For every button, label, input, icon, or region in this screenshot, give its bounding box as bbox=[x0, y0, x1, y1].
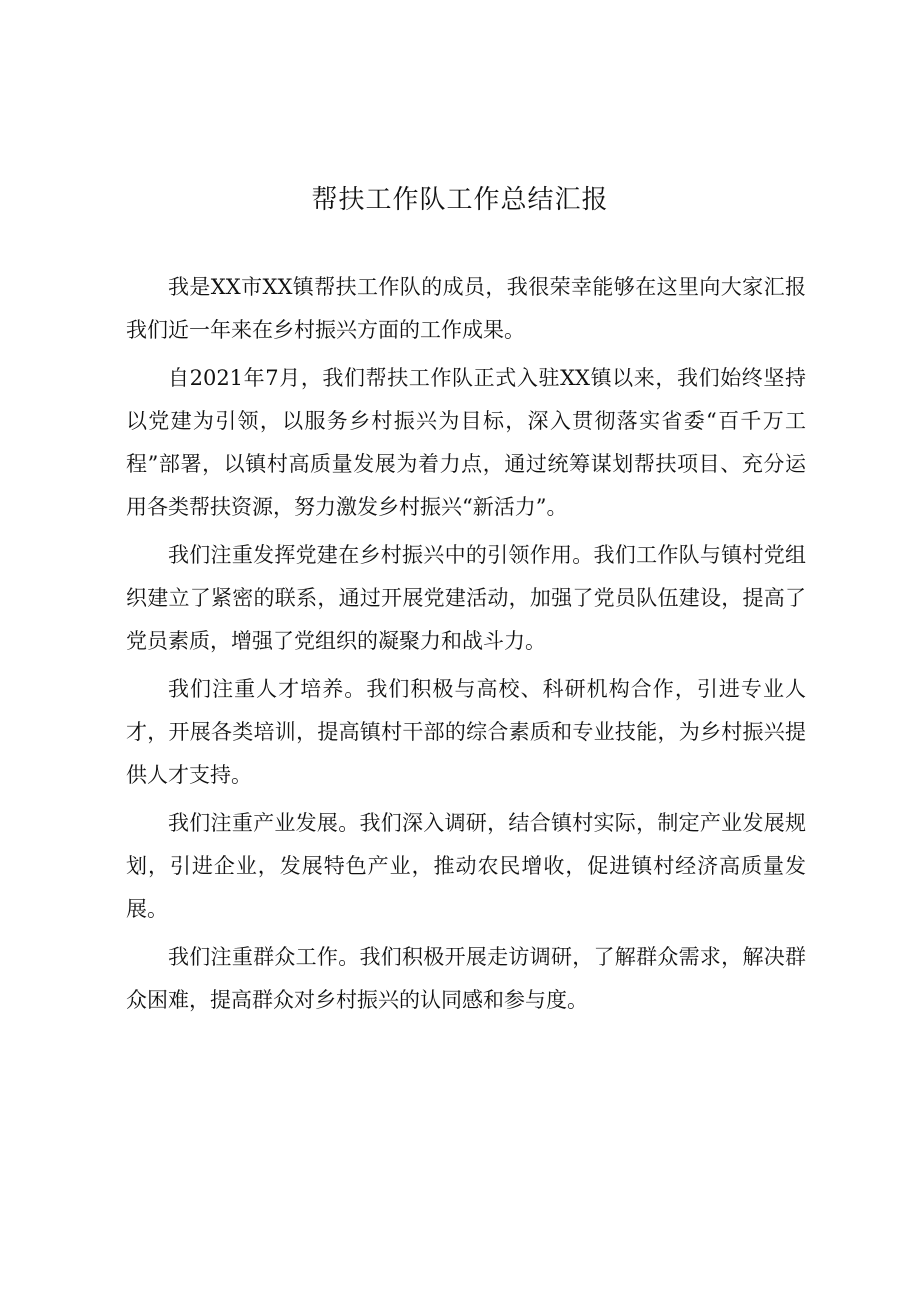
paragraph-talent: 我们注重人才培养。我们积极与高校、科研机构合作，引进专业人才，开展各类培训，提高镇村干部的综合素质和专业技能，为乡村振兴提供人才支持。 bbox=[126, 677, 806, 787]
document-body bbox=[126, 266, 806, 1027]
paragraph-industry: 我们注重产业发展。我们深入调研，结合镇村实际，制定产业发展规划，引进企业，发展特色产业，推动农民增收，促进镇村经济高质量发展。 bbox=[126, 811, 806, 921]
paragraph-community: 我们注重群众工作。我们积极开展走访调研，了解群众需求，解决群众困难，提高群众对乡村振兴的认同感和参与度。 bbox=[126, 945, 806, 1012]
paragraph-background: 自2021年7月，我们帮扶工作队正式入驻XX镇以来，我们始终坚持以党建为引领，以服务乡村振兴为目标，深入贯彻落实省委“百千万工程”部署，以镇村高质量发展为着力点，通过统筹谋划帮扶项目、充分运用各类帮扶资源，努力激发乡村振兴“新活力”。 bbox=[126, 366, 806, 519]
paragraph-intro: 我是XX市XX镇帮扶工作队的成员，我很荣幸能够在这里向大家汇报我们近一年来在乡村振兴方面的工作成果。 bbox=[126, 275, 806, 342]
document-title: 帮扶工作队工作总结汇报 bbox=[311, 185, 609, 215]
paragraph-party-building: 我们注重发挥党建在乡村振兴中的引领作用。我们工作队与镇村党组织建立了紧密的联系，通过开展党建活动，加强了党员队伍建设，提高了党员素质，增强了党组织的凝聚力和战斗力。 bbox=[126, 543, 806, 653]
